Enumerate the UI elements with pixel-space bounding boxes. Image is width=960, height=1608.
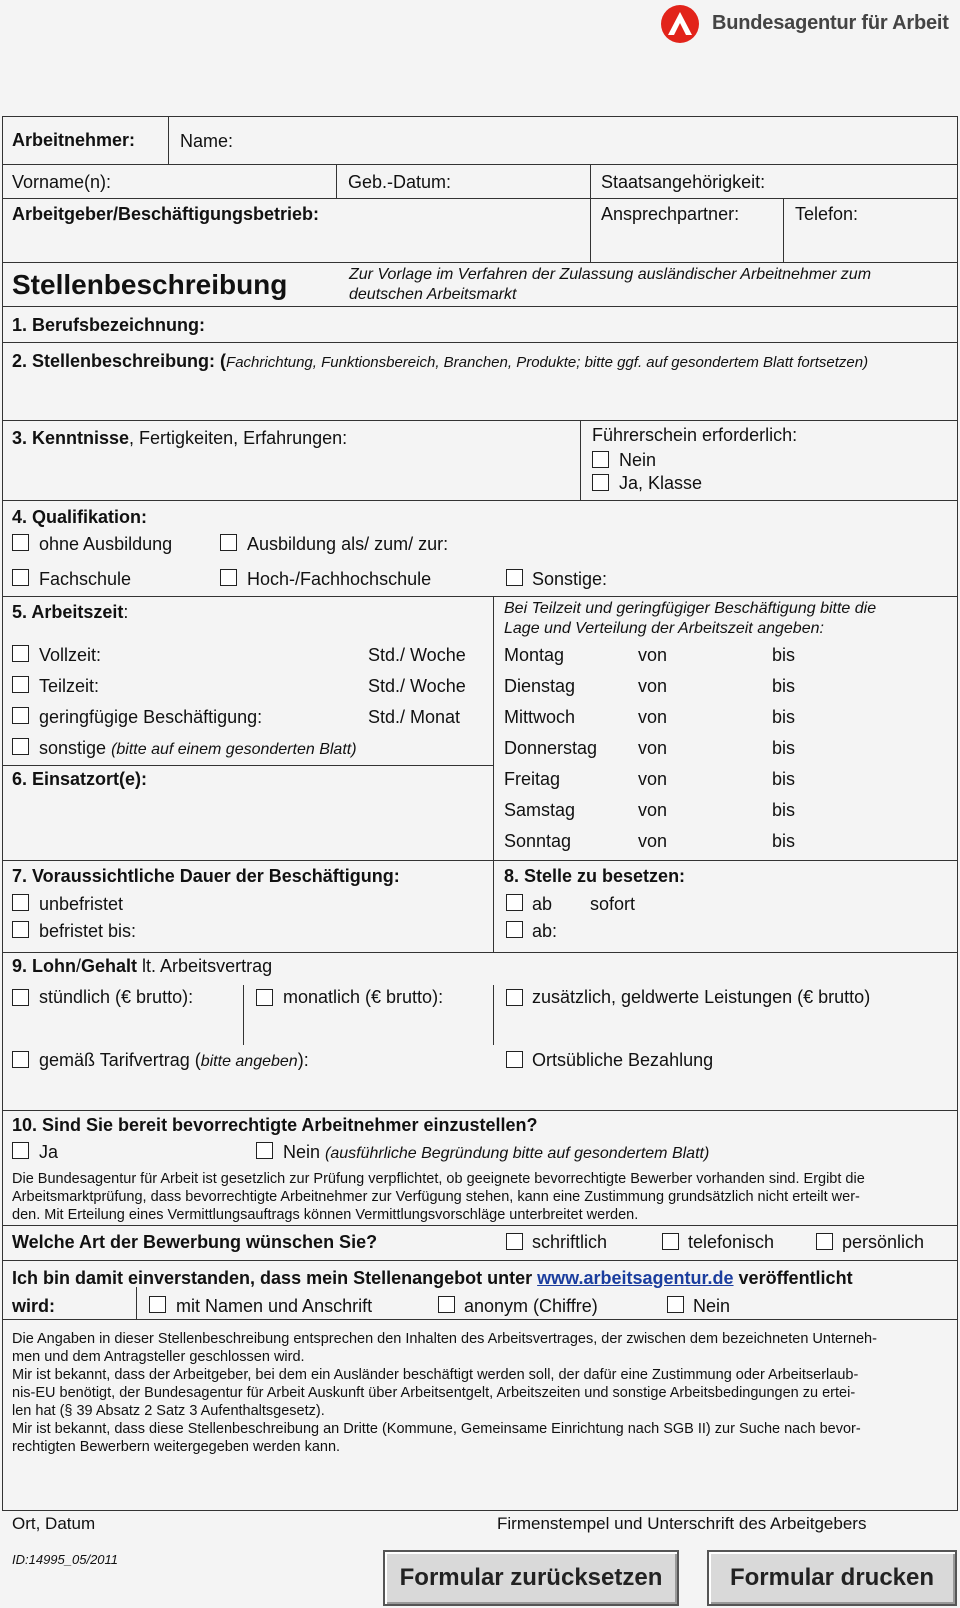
bevorrechtigte-ja-label: Ja [39,1142,59,1162]
hochschule-checkbox[interactable] [220,569,237,586]
print-form-button[interactable]: Formular drucken [707,1550,957,1606]
form-id: ID:14995_05/2011 [12,1552,119,1567]
publish-consent-label: Ich bin damit einverstanden, dass mein Stellenangebot unter www.arbeitsagentur.de veröffentlicht [12,1268,853,1288]
geringfuegig-checkbox[interactable] [12,707,29,724]
unbefristet-label: unbefristet [39,894,124,914]
divider [336,164,337,198]
arbeitszeit-hint-1: Bei Teilzeit und geringfügiger Beschäftigung bitte die [504,600,877,617]
divider [2,116,3,1511]
schriftlich-checkbox[interactable] [506,1233,523,1250]
divider [2,765,493,766]
divider [243,985,244,1045]
divider [580,420,581,500]
persoenlich-checkbox[interactable] [816,1233,833,1250]
divider [2,116,958,117]
brand-name: Bundesagentur für Arbeit [712,12,949,34]
von-label: von [638,645,668,665]
divider [2,1319,958,1320]
stuendlich-checkbox[interactable] [12,989,29,1006]
sofort-label: sofort [590,894,636,914]
von-label: von [638,676,668,696]
bewerbung-label: Welche Art der Bewerbung wünschen Sie? [12,1232,378,1252]
fuehrerschein-nein-label: Nein [619,450,657,470]
von-label: von [638,831,668,851]
divider [168,116,169,164]
mit-namen-label: mit Namen und Anschrift [176,1296,373,1316]
day-label: Montag [504,645,565,665]
divider [2,860,958,861]
bevorrechtigte-nein-label: Nein (ausführliche Begründung bitte auf gesondertem Blatt) [283,1142,710,1162]
vollzeit-checkbox[interactable] [12,645,29,662]
divider [2,952,958,953]
pruefung-text-1: Die Bundesagentur für Arbeit ist gesetzlich zur Prüfung verpflichtet, ob geeignete bevorrechtigte Bewerber vorhanden sind. Ergibt die [12,1171,865,1187]
divider [2,1225,958,1226]
ohne-ausbildung-checkbox[interactable] [12,534,29,551]
sonstige-arbeitszeit-checkbox[interactable] [12,738,29,755]
arbeitgeber-label: Arbeitgeber/Beschäftigungsbetrieb: [12,204,320,224]
tarifvertrag-checkbox[interactable] [12,1051,29,1068]
geb-datum-label: Geb.-Datum: [348,172,452,192]
title-subtitle-2: deutschen Arbeitsmarkt [349,286,517,303]
von-label: von [638,738,668,758]
einsatzort-label: 6. Einsatzort(e): [12,769,148,789]
bis-label: bis [772,645,796,665]
publish-nein-checkbox[interactable] [667,1296,684,1313]
vollzeit-label: Vollzeit: [39,645,102,665]
monatlich-checkbox[interactable] [256,989,273,1006]
bevorrechtigte-nein-checkbox[interactable] [256,1142,273,1159]
divider [783,198,784,262]
bis-label: bis [772,769,796,789]
footer-text-line: len hat (§ 39 Absatz 2 Satz 3 Aufenthaltsgesetz). [12,1403,325,1419]
stuendlich-label: stündlich (€ brutto): [39,987,194,1007]
divider [2,1110,958,1111]
bevorrechtigte-label: 10. Sind Sie bereit bevorrechtigte Arbeitnehmer einzustellen? [12,1115,538,1135]
persoenlich-label: persönlich [842,1232,925,1252]
zusaetzlich-label: zusätzlich, geldwerte Leistungen (€ brutto) [532,987,871,1007]
ab-datum-checkbox[interactable] [506,921,523,938]
bis-label: bis [772,800,796,820]
footer-text-line: Mir ist bekannt, dass der Arbeitgeber, bei dem ein Ausländer beschäftigt werden soll, der dafür eine Zustimmung oder Arbeitserlaub- [12,1367,859,1383]
fachschule-checkbox[interactable] [12,569,29,586]
von-label: von [638,707,668,727]
fuehrerschein-nein-checkbox[interactable] [592,451,609,468]
ausbildung-checkbox[interactable] [220,534,237,551]
zusaetzlich-checkbox[interactable] [506,989,523,1006]
telefonisch-checkbox[interactable] [662,1233,679,1250]
bis-label: bis [772,676,796,696]
day-label: Donnerstag [504,738,598,758]
divider [2,262,958,263]
reset-form-button[interactable]: Formular zurücksetzen [383,1550,679,1606]
monatlich-label: monatlich (€ brutto): [283,987,444,1007]
vorname-label: Vorname(n): [12,172,112,192]
stellenbeschreibung-label: 2. Stellenbeschreibung: (Fachrichtung, Funktionsbereich, Branchen, Produkte; bitte ggf. auf gesondertem Blatt fortsetzen) [12,351,869,371]
schriftlich-label: schriftlich [532,1232,608,1252]
unbefristet-checkbox[interactable] [12,894,29,911]
footer-text-line: Die Angaben in dieser Stellenbeschreibung entsprechen den Inhalten des Arbeitsvertrages, der zwischen dem bezeichneten Unterneh- [12,1331,877,1347]
arbeitsagentur-link[interactable]: www.arbeitsagentur.de [537,1268,734,1288]
fuehrerschein-label: Führerschein erforderlich: [592,425,798,445]
pruefung-text-2: Arbeitsmarktprüfung, dass bevorrechtigte Arbeitnehmer zur Verfügung stehen, kann eine Zustimmung grundsätzlich nicht erteilt wer- [12,1189,860,1205]
page-title: Stellenbeschreibung [12,269,288,300]
ortsueblich-label: Ortsübliche Bezahlung [532,1050,714,1070]
fuehrerschein-ja-checkbox[interactable] [592,474,609,491]
lohn-label: 9. Lohn/Gehalt lt. Arbeitsvertrag [12,956,273,976]
divider [957,116,958,1511]
divider [2,1260,958,1261]
day-label: Sonntag [504,831,572,851]
ba-logo-icon [660,4,700,44]
befristet-label: befristet bis: [39,921,137,941]
stempel-label: Firmenstempel und Unterschrift des Arbeitgebers [497,1514,867,1533]
anonym-checkbox[interactable] [438,1296,455,1313]
befristet-checkbox[interactable] [12,921,29,938]
divider [136,1287,137,1319]
publish-nein-label: Nein [693,1296,731,1316]
teilzeit-unit: Std./ Woche [368,676,466,696]
day-label: Dienstag [504,676,576,696]
fachschule-label: Fachschule [39,569,132,589]
arbeitszeit-label: 5. Arbeitszeit: [12,602,129,622]
telefonisch-label: telefonisch [688,1232,775,1252]
hochschule-label: Hoch-/Fachhochschule [247,569,432,589]
ab-sofort-checkbox[interactable] [506,894,523,911]
footer-text-line: nis-EU benötigt, der Bundesagentur für Arbeit Auskunft über Arbeitsentgelt, Arbeitszeiten und sonstige Arbeitsbedingungen zu ertei- [12,1385,856,1401]
divider [2,596,958,597]
teilzeit-label: Teilzeit: [39,676,100,696]
pruefung-text-3: den. Mit Erteilung eines Vermittlungsauftrags können Vermittlungsvorschläge unterbreitet werden. [12,1207,639,1223]
teilzeit-checkbox[interactable] [12,676,29,693]
arbeitnehmer-label: Arbeitnehmer: [12,130,136,150]
ab-datum-label: ab: [532,921,558,941]
divider [2,306,958,307]
ohne-ausbildung-label: ohne Ausbildung [39,534,173,554]
bis-label: bis [772,738,796,758]
qualifikation-label: 4. Qualifikation: [12,507,148,527]
arbeitszeit-hint-2: Lage und Verteilung der Arbeitszeit angeben: [504,620,824,637]
fuehrerschein-ja-label: Ja, Klasse [619,473,703,493]
divider [2,342,958,343]
divider [2,500,958,501]
stelle-zu-besetzen-label: 8. Stelle zu besetzen: [504,866,686,886]
publish-consent-label-2: wird: [12,1296,55,1316]
footer-text-line: men und dem Antragsteller geschlossen wird. [12,1349,305,1365]
divider [2,198,958,199]
staat-label: Staatsangehörigkeit: [601,172,766,192]
bevorrechtigte-ja-checkbox[interactable] [12,1142,29,1159]
sonstige-arbeitszeit-label: sonstige (bitte auf einem gesonderten Blatt) [39,738,357,758]
mit-namen-checkbox[interactable] [149,1296,166,1313]
footer-text-line: Mir ist bekannt, dass diese Stellenbeschreibung an Dritte (Kommune, Gemeinsame Einrichtung nach SGB II) zur Suche nach bevor- [12,1421,861,1437]
bis-label: bis [772,831,796,851]
divider [2,164,958,165]
ab-label: ab [532,894,553,914]
name-label: Name: [180,131,234,151]
divider [590,164,591,262]
geringfuegig-unit: Std./ Monat [368,707,461,727]
anonym-label: anonym (Chiffre) [464,1296,598,1316]
divider [2,1510,958,1511]
divider [493,985,494,1045]
bis-label: bis [772,707,796,727]
ort-datum-label: Ort, Datum [12,1514,96,1533]
von-label: von [638,769,668,789]
kenntnisse-label: 3. Kenntnisse, Fertigkeiten, Erfahrungen: [12,428,348,448]
von-label: von [638,800,668,820]
telefon-label: Telefon: [795,204,859,224]
sonstige-qualifikation-checkbox[interactable] [506,569,523,586]
title-subtitle-1: Zur Vorlage im Verfahren der Zulassung ausländischer Arbeitnehmer zum [349,266,872,283]
divider [493,596,494,952]
berufsbezeichnung-label: 1. Berufsbezeichnung: [12,315,206,335]
day-label: Mittwoch [504,707,576,727]
dauer-label: 7. Voraussichtliche Dauer der Beschäftigung: [12,866,400,886]
ortsueblich-checkbox[interactable] [506,1051,523,1068]
ansprechpartner-label: Ansprechpartner: [601,204,740,224]
tarifvertrag-label: gemäß Tarifvertrag (bitte angeben): [39,1050,309,1070]
vollzeit-unit: Std./ Woche [368,645,466,665]
footer-text-line: rechtigten Bewerbern weitergegeben werden kann. [12,1439,341,1455]
day-label: Freitag [504,769,561,789]
geringfuegig-label: geringfügige Beschäftigung: [39,707,263,727]
divider [2,420,958,421]
sonstige-qualifikation-label: Sonstige: [532,569,608,589]
ausbildung-label: Ausbildung als/ zum/ zur: [247,534,449,554]
day-label: Samstag [504,800,576,820]
